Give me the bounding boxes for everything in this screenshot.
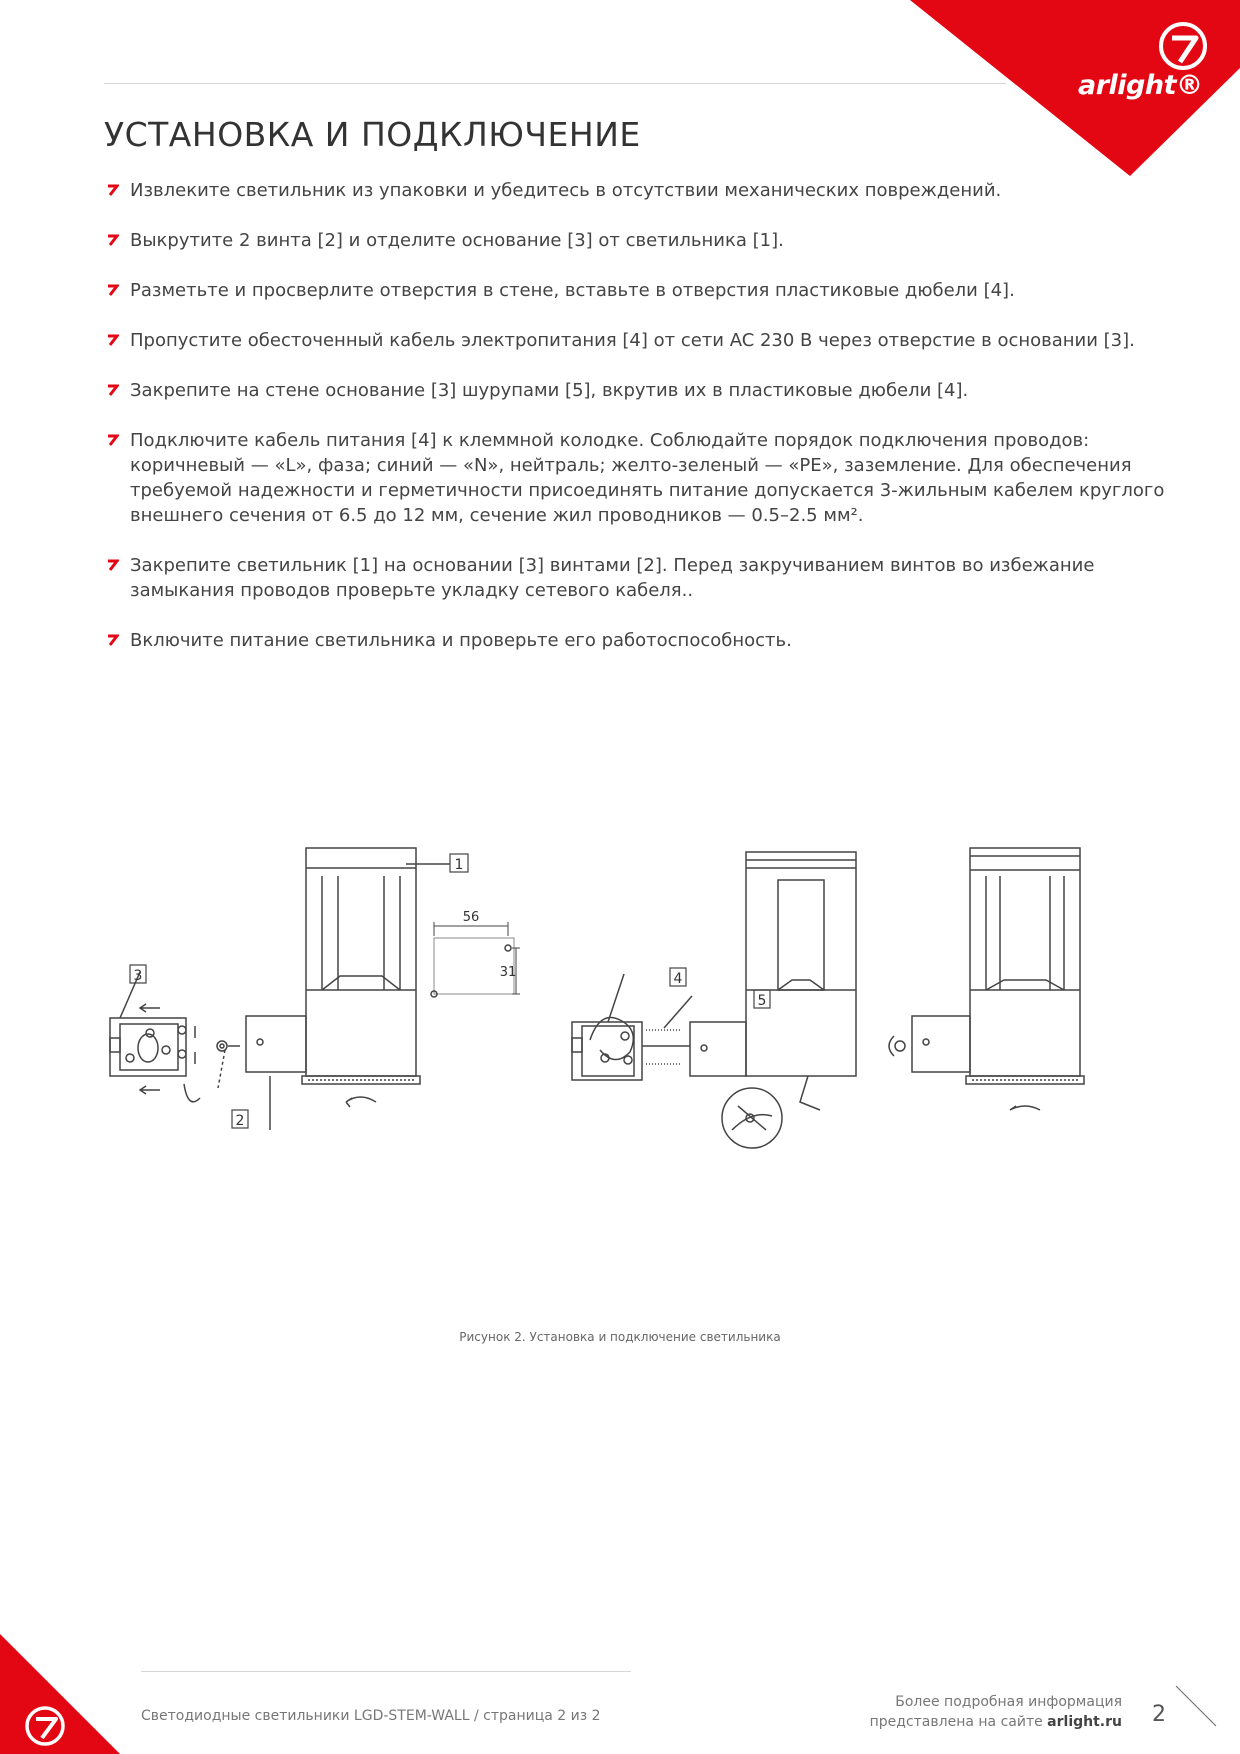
arrow-bullet-icon — [106, 557, 119, 573]
callout-1: 1 — [454, 857, 464, 873]
list-item: Закрепите на стене основание [3] шурупами [5], вкрутив их в пластиковые дюбели [4]. — [104, 378, 1184, 403]
brand-logo: arlight® — [1078, 70, 1203, 101]
list-item: Включите питание светильника и проверьте его работоспособность. — [104, 628, 1184, 653]
footer-document-info: Светодиодные светильники LGD-STEM-WALL / страница 2 из 2 — [141, 1708, 601, 1724]
callout-4: 4 — [673, 971, 683, 987]
arrow-bullet-icon — [106, 332, 119, 348]
dimension-height: 31 — [499, 965, 517, 980]
footer-rule — [141, 1671, 631, 1672]
list-item: Извлеките светильник из упаковки и убедитесь в отсутствии механических повреждений. — [104, 178, 1184, 203]
arrow-bullet-icon — [106, 232, 119, 248]
header-rule — [104, 83, 1006, 84]
list-item: Закрепите светильник [1] на основании [3] винтами [2]. Перед закручиванием винтов во избежание замыкания проводов проверьте укладку сетевого кабеля.. — [104, 553, 1184, 603]
page-number: 2 — [1152, 1702, 1166, 1727]
arrow-bullet-icon — [106, 632, 119, 648]
page-title: УСТАНОВКА И ПОДКЛЮЧЕНИЕ — [104, 115, 641, 154]
arrow-bullet-icon — [106, 432, 119, 448]
arrow-bullet-icon — [106, 182, 119, 198]
installation-diagram — [100, 840, 1190, 1170]
list-item: Выкрутите 2 винта [2] и отделите основание [3] от светильника [1]. — [104, 228, 1184, 253]
exploded-view — [110, 848, 450, 1130]
footer-more-info: Более подробная информация представлена на сайте arlight.ru — [869, 1694, 1122, 1730]
assembled-view — [889, 848, 1084, 1110]
callout-3: 3 — [133, 968, 143, 984]
wiring-view — [572, 852, 856, 1148]
list-item: Разметьте и просверлите отверстия в стене, вставьте в отверстия пластиковые дюбели [4]. — [104, 278, 1184, 303]
figure-caption: Рисунок 2. Установка и подключение светильника — [459, 1330, 781, 1344]
drill-template — [431, 922, 520, 997]
arrow-bullet-icon — [106, 282, 119, 298]
callout-2: 2 — [235, 1113, 245, 1129]
website-link[interactable]: arlight.ru — [1047, 1714, 1122, 1730]
page-slash-decoration — [1172, 1682, 1222, 1732]
instruction-list — [104, 178, 1184, 653]
brand-corner-bottom — [0, 1614, 120, 1754]
callout-5: 5 — [757, 993, 767, 1009]
arrow-bullet-icon — [106, 382, 119, 398]
list-item: Пропустите обесточенный кабель электропитания [4] от сети AC 230 В через отверстие в основании [3]. — [104, 328, 1184, 353]
dimension-width: 56 — [462, 910, 480, 925]
list-item: Подключите кабель питания [4] к клеммной колодке. Соблюдайте порядок подключения проводов: коричневый — «L», фаза; синий — «N», нейтраль; желто-зеленый — «PE», заземление. Для обеспечения требуемой надежности и герметичности присоединять питание допускается 3-жильным кабелем круглого внешнего сечения от 6.5 до 12 мм, сечение жил проводников — 0.5–2.5 мм². — [104, 428, 1184, 528]
